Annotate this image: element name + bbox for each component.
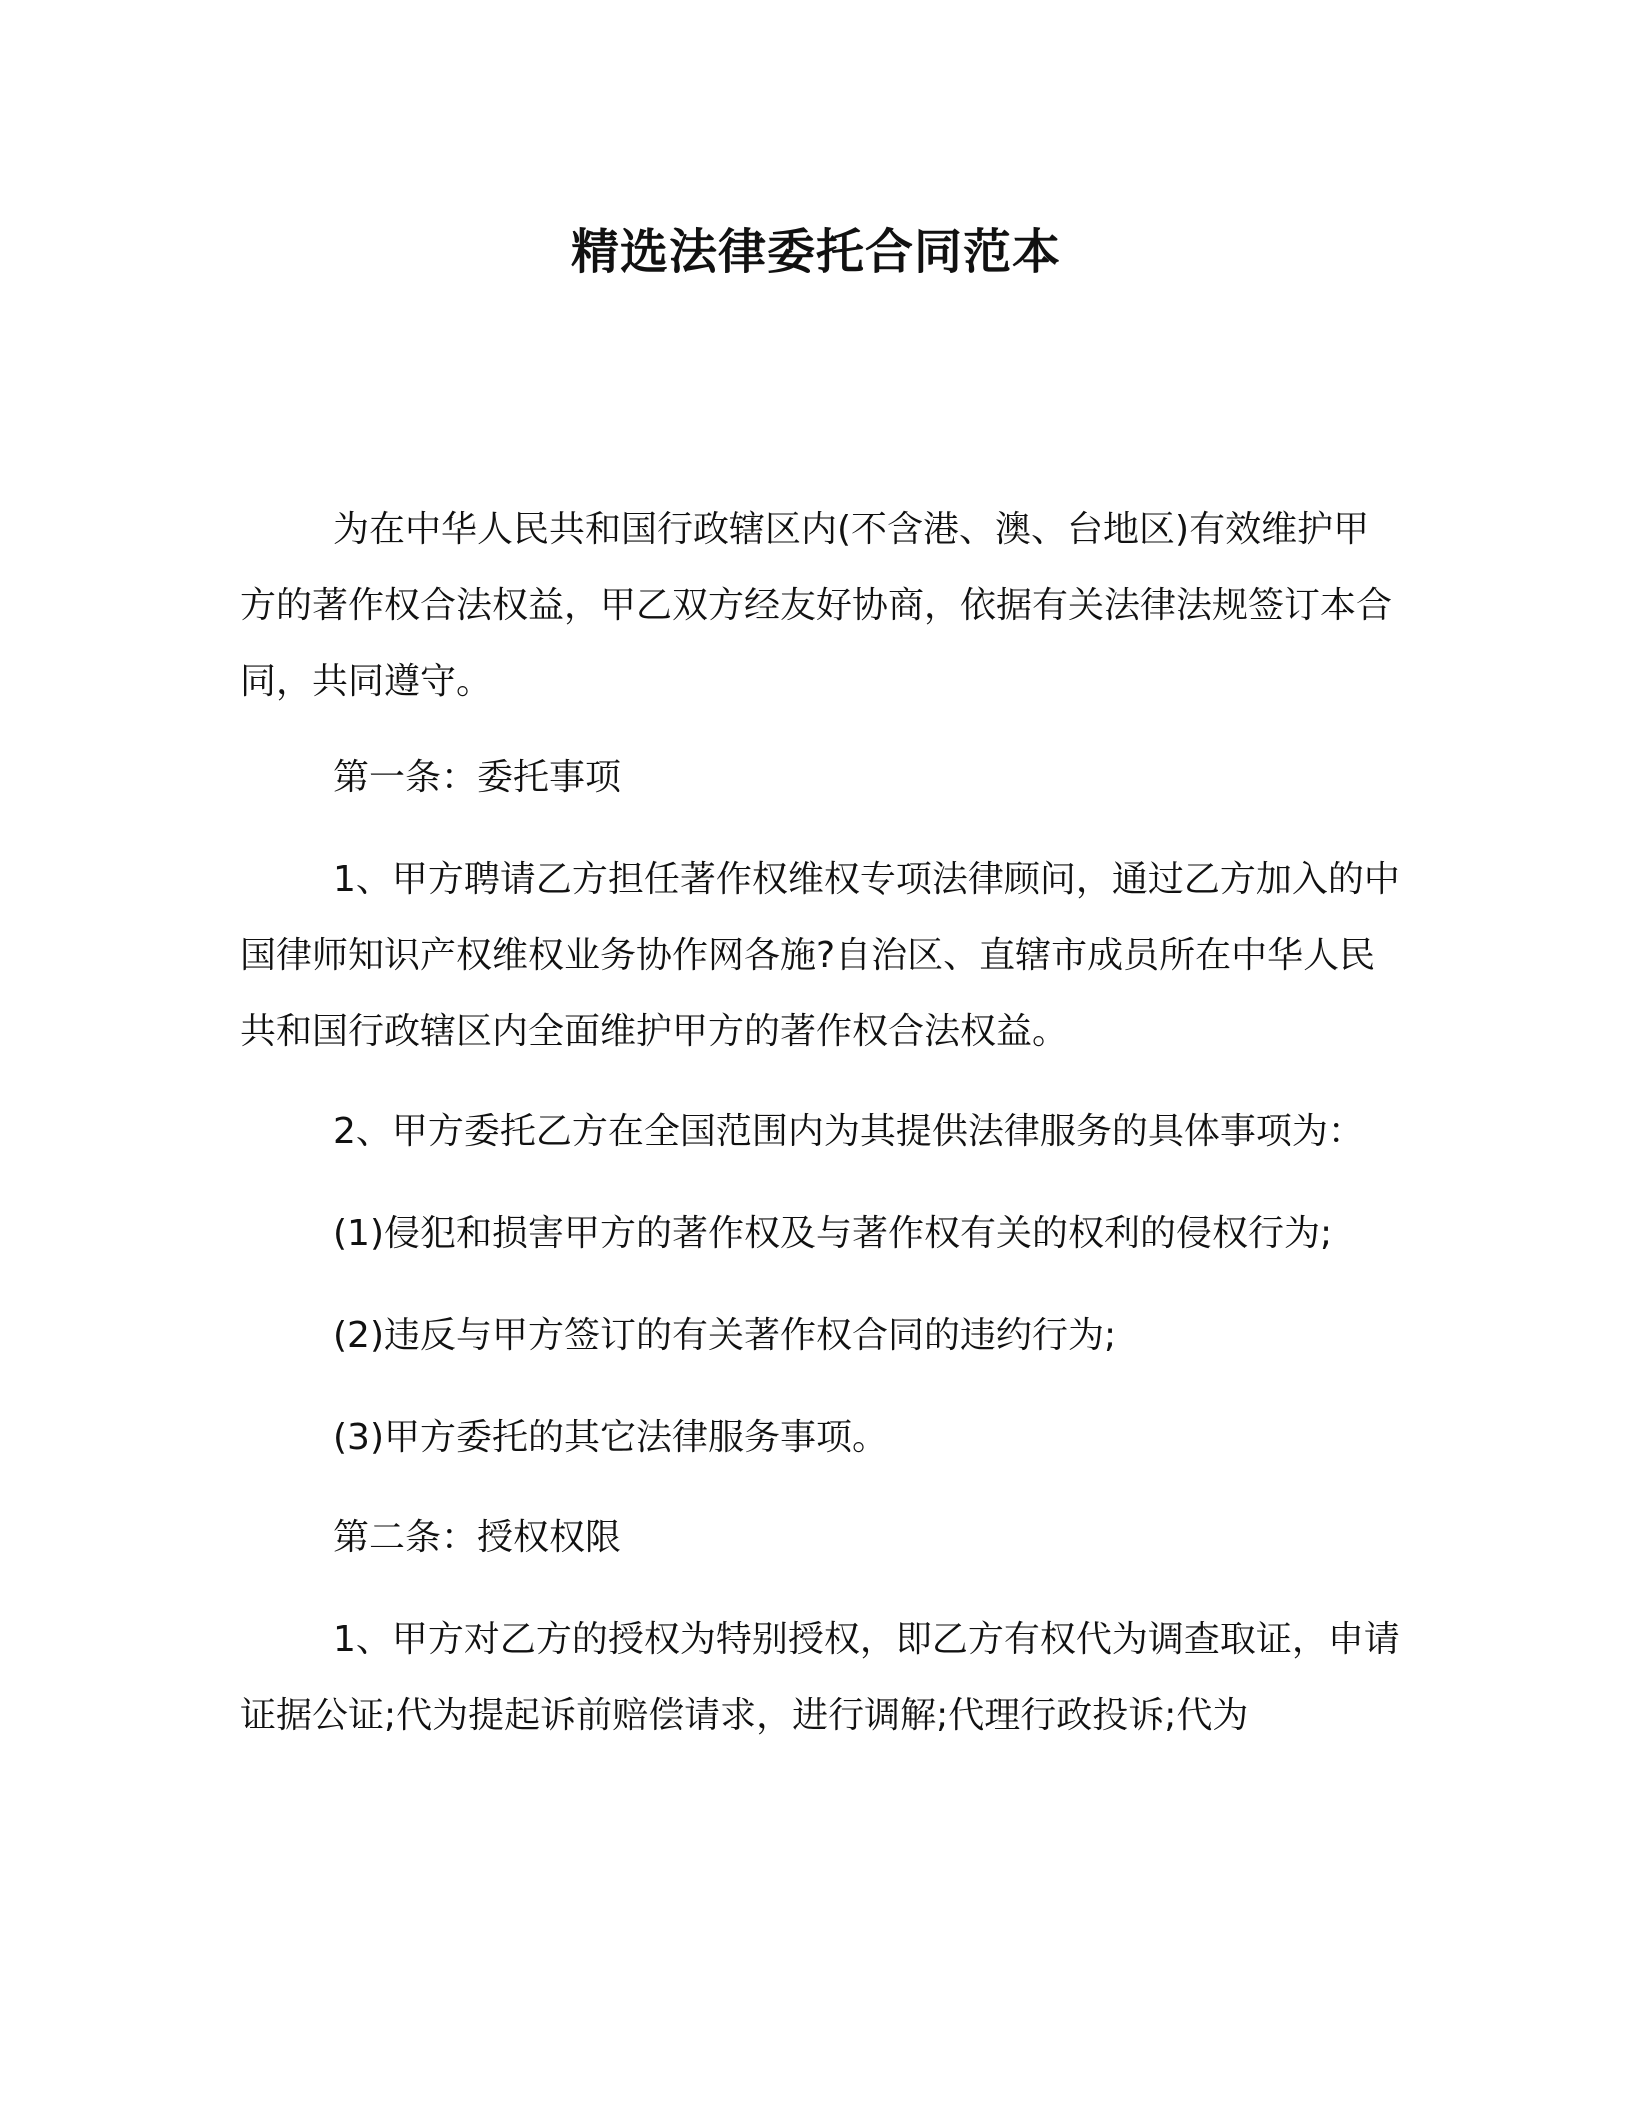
article-1-clause-1: 1、甲方聘请乙方担任著作权维权专项法律顾问，通过乙方加入的中国律师知识产权维权业务协作网各施?自治区、直辖市成员所在中华人民共和国行政辖区内全面维护甲方的著作权合法权益。	[240, 859, 1400, 1052]
document-title: 精选法律委托合同范本	[570, 224, 1061, 280]
article-1-item-2: (2)违反与甲方签订的有关著作权合同的违约行为;	[333, 1315, 1117, 1356]
article-2-clause-1: 1、甲方对乙方的授权为特别授权，即乙方有权代为调查取证，申请证据公证;代为提起诉前赔偿请求，进行调解;代理行政投诉;代为	[240, 1619, 1400, 1736]
article-1-item-1: (1)侵犯和损害甲方的著作权及与著作权有关的权利的侵权行为;	[333, 1213, 1333, 1254]
article-1-item-3: (3)甲方委托的其它法律服务事项。	[333, 1417, 888, 1458]
article-1-heading: 第一条：委托事项	[333, 757, 622, 798]
article-1-clause-2: 2、甲方委托乙方在全国范围内为其提供法律服务的具体事项为：	[333, 1111, 1364, 1152]
article-2-heading: 第二条：授权权限	[333, 1517, 622, 1558]
preamble-paragraph: 为在中华人民共和国行政辖区内(不含港、澳、台地区)有效维护甲方的著作权合法权益，甲乙双方经友好协商，依据有关法律法规签订本合同，共同遵守。	[240, 509, 1393, 702]
